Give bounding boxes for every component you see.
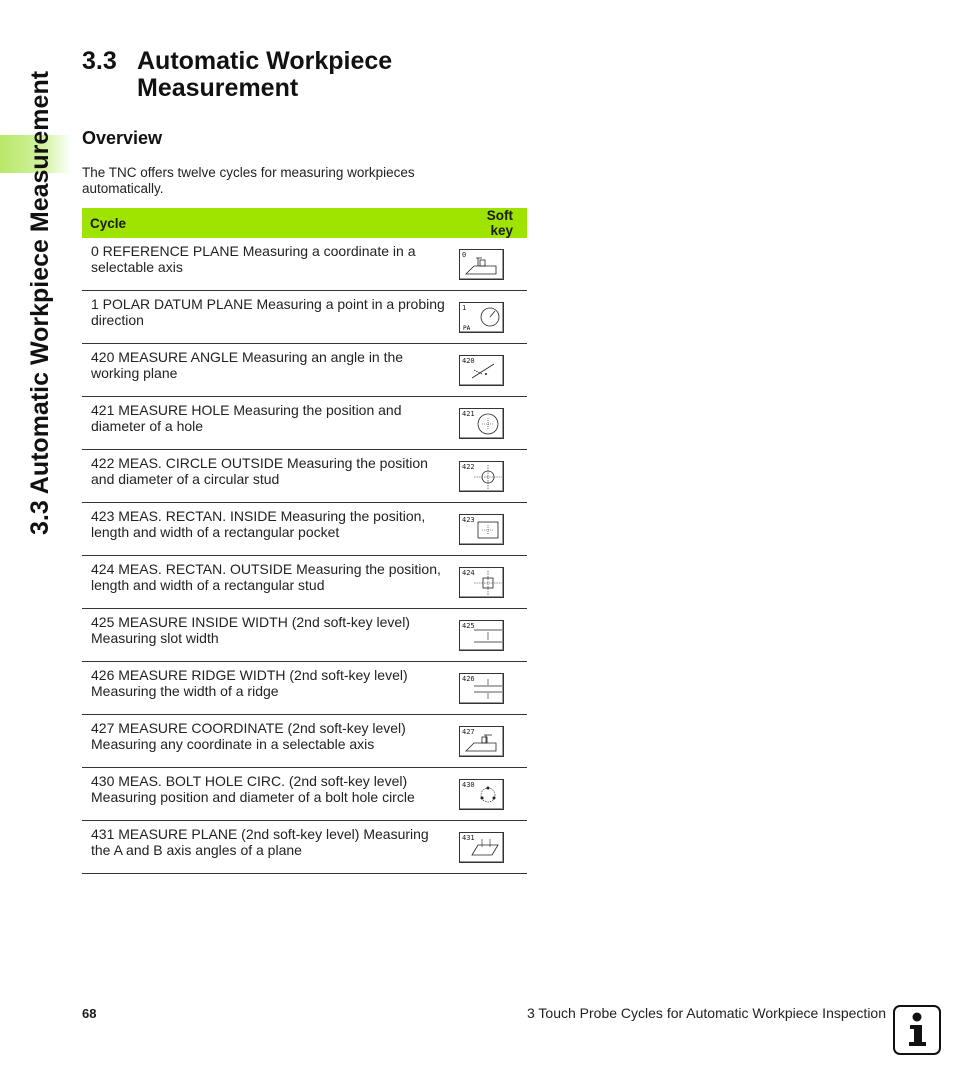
softkey-cell xyxy=(455,768,527,821)
cycle-description: 422 MEAS. CIRCLE OUTSIDE Measuring the position and diameter of a circular stud xyxy=(82,450,455,503)
softkey-cell xyxy=(455,609,527,662)
section-title-line2: Measurement xyxy=(137,74,299,102)
cycle-description: 1 POLAR DATUM PLANE Measuring a point in a probing direction xyxy=(82,291,455,344)
softkey-cell xyxy=(455,821,527,874)
softkey-label: 420 xyxy=(462,356,475,365)
table-row xyxy=(82,450,527,503)
measure-hole-softkey-icon[interactable] xyxy=(459,408,504,439)
cycle-description: 425 MEASURE INSIDE WIDTH (2nd soft-key level) Measuring slot width xyxy=(82,609,455,662)
softkey-label: 423 xyxy=(462,515,475,524)
bolt-hole-circle-softkey-icon[interactable] xyxy=(459,779,504,810)
section-number: 3.3 xyxy=(82,47,117,75)
cycle-description: 0 REFERENCE PLANE Measuring a coordinate in a selectable axis xyxy=(82,238,455,291)
cycle-description: 430 MEAS. BOLT HOLE CIRC. (2nd soft-key level) Measuring position and diameter of a bolt hole circle xyxy=(82,768,455,821)
reference-plane-softkey-icon[interactable] xyxy=(459,249,504,280)
softkey-label: 0 xyxy=(462,250,467,259)
cycle-description: 420 MEASURE ANGLE Measuring an angle in the working plane xyxy=(82,344,455,397)
measure-coordinate-softkey-icon[interactable] xyxy=(459,726,504,757)
cycle-column-header: Cycle xyxy=(82,208,455,238)
cycle-description: 424 MEAS. RECTAN. OUTSIDE Measuring the position, length and width of a rectangular stud xyxy=(82,556,455,609)
softkey-label: 430 xyxy=(462,780,475,789)
cycle-description: 431 MEASURE PLANE (2nd soft-key level) Measuring the A and B axis angles of a plane xyxy=(82,821,455,874)
softkey-label: 431 xyxy=(462,833,475,842)
table-header-row xyxy=(82,208,527,238)
table-row xyxy=(82,344,527,397)
table-row xyxy=(82,662,527,715)
table-row xyxy=(82,715,527,768)
softkey-cell xyxy=(455,450,527,503)
overview-heading: Overview xyxy=(82,128,163,148)
softkey-cell xyxy=(455,662,527,715)
intro-paragraph: The TNC offers twelve cycles for measuring workpieces automatically. xyxy=(82,165,415,196)
table-row xyxy=(82,503,527,556)
page-number: 68 xyxy=(82,1006,97,1021)
softkey-cell xyxy=(455,715,527,768)
ridge-width-softkey-icon[interactable] xyxy=(459,673,504,704)
softkey-cell xyxy=(455,397,527,450)
softkey-cell xyxy=(455,556,527,609)
softkey-cell xyxy=(455,291,527,344)
softkey-label: 422 xyxy=(462,462,475,471)
info-icon xyxy=(893,1005,941,1055)
measure-plane-softkey-icon[interactable] xyxy=(459,832,504,863)
softkey-label: 421 xyxy=(462,409,475,418)
softkey-column-header: Soft key xyxy=(455,208,527,238)
softkey-cell xyxy=(455,238,527,291)
softkey-label: 427 xyxy=(462,727,475,736)
softkey-label: 426 xyxy=(462,674,475,683)
section-heading xyxy=(82,48,392,102)
softkey-label: 424 xyxy=(462,568,475,577)
table-row xyxy=(82,291,527,344)
side-running-title: 3.3 Automatic Workpiece Measurement xyxy=(26,70,54,535)
table-row xyxy=(82,821,527,874)
inside-width-softkey-icon[interactable] xyxy=(459,620,504,651)
section-title-line1: Automatic Workpiece xyxy=(137,47,393,75)
table-row xyxy=(82,556,527,609)
cycle-description: 426 MEASURE RIDGE WIDTH (2nd soft-key level) Measuring the width of a ridge xyxy=(82,662,455,715)
softkey-label: 1 xyxy=(462,303,467,312)
softkey-cell xyxy=(455,503,527,556)
rect-outside-softkey-icon[interactable] xyxy=(459,567,504,598)
cycle-description: 427 MEASURE COORDINATE (2nd soft-key level) Measuring any coordinate in a selectable axis xyxy=(82,715,455,768)
cycle-description: 421 MEASURE HOLE Measuring the position and diameter of a hole xyxy=(82,397,455,450)
chapter-footer: 3 Touch Probe Cycles for Automatic Workpiece Inspection xyxy=(527,1005,886,1021)
table-row xyxy=(82,397,527,450)
polar-datum-softkey-icon[interactable] xyxy=(459,302,504,333)
circle-outside-softkey-icon[interactable] xyxy=(459,461,504,492)
softkey-label: 425 xyxy=(462,621,475,630)
rect-inside-softkey-icon[interactable] xyxy=(459,514,504,545)
softkey-cell xyxy=(455,344,527,397)
table-row xyxy=(82,609,527,662)
cycle-description: 423 MEAS. RECTAN. INSIDE Measuring the position, length and width of a rectangular pocket xyxy=(82,503,455,556)
measure-angle-softkey-icon[interactable] xyxy=(459,355,504,386)
cycles-table xyxy=(82,208,527,874)
table-row xyxy=(82,238,527,291)
svg-text:PA: PA xyxy=(463,324,471,332)
table-row xyxy=(82,768,527,821)
